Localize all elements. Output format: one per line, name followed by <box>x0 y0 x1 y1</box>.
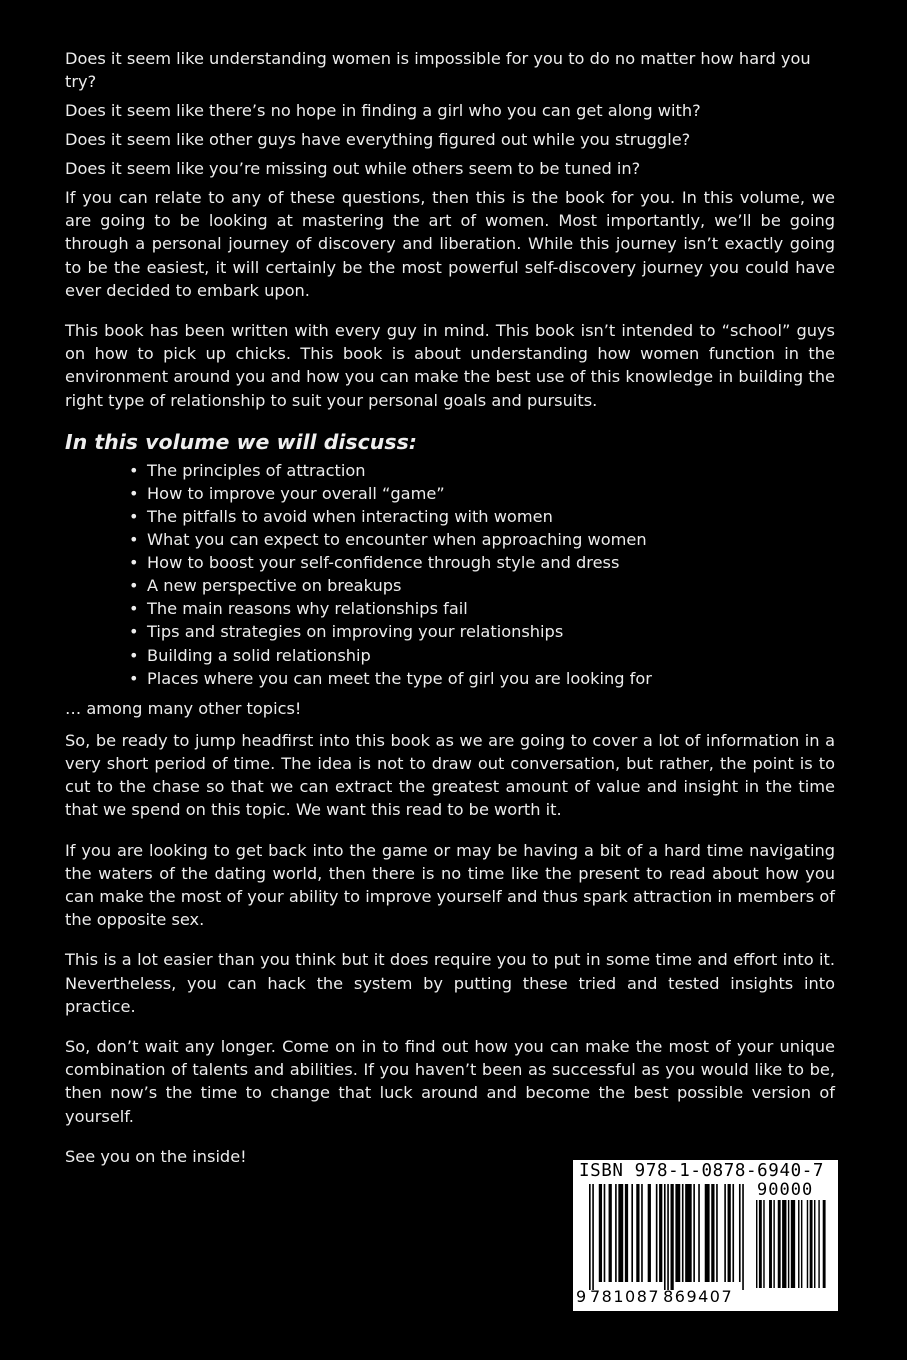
barcode-digit-first: 9 <box>576 1287 587 1306</box>
topic-item: • How to improve your overall “game” <box>129 482 835 505</box>
barcode-digits-right: 869407 <box>663 1287 734 1306</box>
back-cover-text <box>65 47 835 1168</box>
intro-paragraph-2: This book has been written with every guy in mind. This book isn’t intended to “school” guys on how to pick up chicks. This book is about understanding how women function in the environment around you and how you can make the best use of this knowledge in building the right type of relationship to suit your personal goals and pursuits. <box>65 321 835 410</box>
barcode-bar <box>625 1184 628 1282</box>
discuss-heading: In this volume we will discuss: <box>65 429 417 454</box>
barcode-bar <box>592 1184 594 1290</box>
addon-bars <box>756 1200 828 1290</box>
body-paragraph-4: So, don’t wait any longer. Come on in to find out how you can make the most of your unique combination of talents and abilities. If you haven’t been as successful as you would like to be, then now’s the time to change that luck around and become the best possible version of yourself. <box>65 1037 835 1126</box>
question-4: Does it seem like you’re missing out while others seem to be tuned in? <box>65 159 641 178</box>
barcode-bar <box>636 1184 639 1282</box>
closing-line: See you on the inside! <box>65 1146 247 1166</box>
barcode-bar <box>604 1184 606 1282</box>
price-code: 90000 <box>757 1180 814 1200</box>
barcode-bar <box>807 1200 808 1288</box>
barcode-bar <box>769 1200 772 1288</box>
isbn-label: ISBN 978-1-0878-6940-7 <box>579 1161 824 1181</box>
topic-item: • How to boost your self-confidence through style and dress <box>129 551 835 574</box>
topic-item: • Places where you can meet the type of girl you are looking for <box>129 667 835 690</box>
topic-item: • The pitfalls to avoid when interacting with women <box>129 505 835 528</box>
barcode-bar <box>759 1200 762 1288</box>
barcode-bar <box>732 1184 734 1282</box>
barcode-bar <box>682 1184 684 1282</box>
barcode-bar <box>798 1200 799 1288</box>
topic-item: • The principles of attraction <box>129 459 835 482</box>
barcode-bar <box>810 1200 813 1288</box>
barcode-bar <box>724 1184 726 1282</box>
barcode-digits <box>576 1287 733 1307</box>
barcode-bar <box>675 1184 680 1282</box>
question-1: Does it seem like understanding women is impossible for you to do no matter how hard you try? <box>65 49 811 91</box>
topic-list <box>65 459 835 690</box>
topic-item: • What you can expect to encounter when approaching women <box>129 528 835 551</box>
body-paragraph-2: If you are looking to get back into the game or may be having a bit of a hard time navigating the waters of the dating world, then there is no time like the present to read about how you can make the most of your ability to improve yourself and thus spark attraction in members of the opposite sex. <box>65 840 835 930</box>
barcode-bar <box>641 1184 643 1282</box>
barcode-bar <box>763 1200 764 1288</box>
barcode-bar <box>778 1200 781 1288</box>
among-other-topics: … among many other topics! <box>65 698 302 718</box>
barcode-bar <box>705 1184 710 1282</box>
intro-paragraph-1: If you can relate to any of these questions, then this is the book for you. In this volume, we are going to be looking at mastering the art of women. Most importantly, we’ll be going through a personal journey of discovery and liberation. While this journey isn’t exactly going to be the easiest, it will certainly be the most powerful self-discovery journey you could have ever decided to embark upon. <box>65 188 835 300</box>
barcode-bar <box>671 1184 674 1290</box>
barcode-bar <box>609 1184 612 1282</box>
barcode-bar <box>698 1184 700 1282</box>
barcode-bar <box>728 1184 731 1282</box>
barcode-bar <box>782 1200 786 1288</box>
barcode-bar <box>659 1184 662 1282</box>
barcode-bar <box>667 1184 669 1290</box>
barcode-bar <box>589 1184 591 1290</box>
body-paragraph-1: So, be ready to jump headfirst into this book as we are going to cover a lot of information in a very short period of time. The idea is not to draw out conversation, but rather, the point is to cut to the chase so that we can extract the greatest amount of value and insight in the time that we spend on this topic. We want this read to be worth it. <box>65 730 835 820</box>
barcode-bar <box>664 1184 666 1290</box>
barcode-bar <box>756 1200 757 1288</box>
barcode-bar <box>823 1200 826 1288</box>
barcode-bar <box>773 1200 774 1288</box>
barcode-bar <box>656 1184 658 1282</box>
topic-item: • Building a solid relationship <box>129 644 835 667</box>
barcode-bar <box>615 1184 617 1282</box>
barcode-bar <box>791 1200 795 1288</box>
barcode-bar <box>599 1184 602 1282</box>
barcode-bar <box>618 1184 623 1282</box>
barcode-bar <box>648 1184 651 1282</box>
barcode-bar <box>801 1200 802 1288</box>
question-2: Does it seem like there’s no hope in finding a girl who you can get along with? <box>65 101 701 120</box>
ean13-bars <box>589 1184 747 1290</box>
isbn-barcode <box>573 1160 838 1311</box>
barcode-bar <box>711 1184 714 1282</box>
barcode-bar <box>739 1184 741 1282</box>
topic-item: • A new perspective on breakups <box>129 574 835 597</box>
barcode-bar <box>693 1184 695 1282</box>
barcode-bar <box>716 1184 718 1282</box>
barcode-digits-left: 781087 <box>590 1287 661 1306</box>
topic-item: • Tips and strategies on improving your relationships <box>129 620 835 643</box>
barcode-bar <box>631 1184 633 1282</box>
body-paragraph-3: This is a lot easier than you think but it does require you to put in some time and effort into it. Nevertheless, you can hack the system by putting these tried and tested insights into practice. <box>65 950 835 1016</box>
barcode-bar <box>788 1200 789 1288</box>
question-3: Does it seem like other guys have everything figured out while you struggle? <box>65 130 691 149</box>
barcode-bar <box>818 1200 819 1288</box>
barcode-bar <box>742 1184 744 1290</box>
topic-item: • The main reasons why relationships fail <box>129 597 835 620</box>
barcode-bar <box>814 1200 815 1288</box>
barcode-bar <box>685 1184 692 1282</box>
